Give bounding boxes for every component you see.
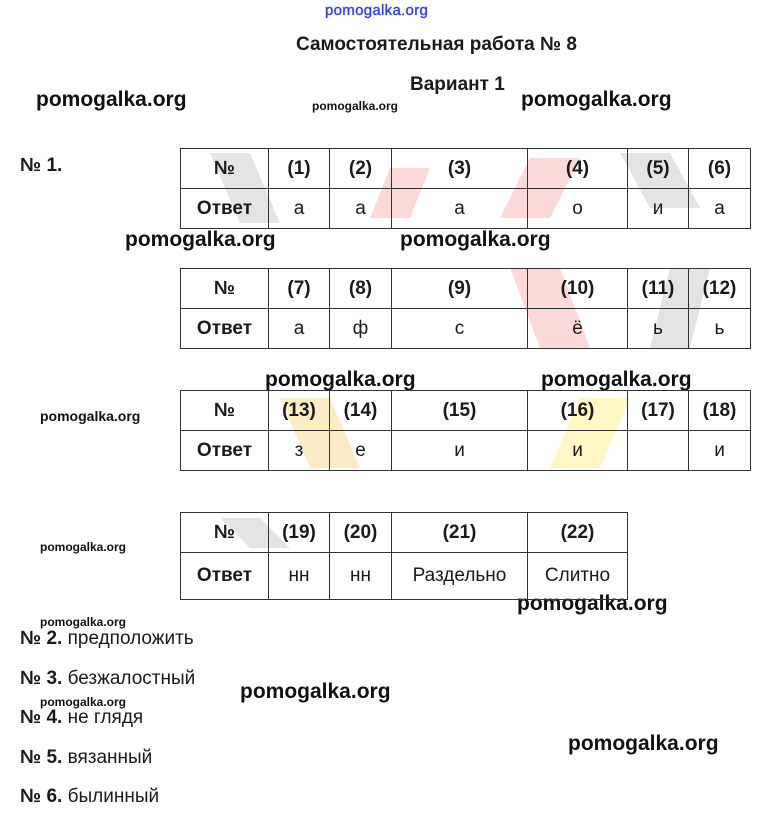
answer-text: вязанный — [67, 747, 153, 768]
task-number: (11) — [628, 269, 689, 309]
task-number: (10) — [528, 269, 628, 309]
answer-6 — [20, 786, 159, 808]
answer-table-2 — [180, 268, 751, 349]
watermark: pomogalka.org — [400, 228, 551, 251]
task-number: (13) — [269, 391, 330, 431]
answer-table-4 — [180, 512, 628, 600]
answer-label: Ответ — [181, 553, 269, 600]
answer-cell: ь — [689, 309, 751, 349]
task-number: (2) — [330, 149, 392, 189]
answer-cell: с — [392, 309, 528, 349]
answer-cell: а — [269, 309, 330, 349]
answer-cell: и — [528, 431, 628, 471]
table-row — [181, 391, 751, 431]
answer-cell: Слитно — [528, 553, 628, 600]
answer-cell: ь — [628, 309, 689, 349]
watermark: pomogalka.org — [40, 695, 127, 709]
answer-cell: а — [392, 189, 528, 229]
answer-text: не глядя — [67, 707, 144, 728]
answer-cell: а — [269, 189, 330, 229]
answer-label: № 4. — [20, 707, 63, 728]
watermark: pomogalka.org — [40, 408, 141, 424]
answer-cell: а — [330, 189, 392, 229]
task-number: (4) — [528, 149, 628, 189]
answer-label: № 5. — [20, 747, 63, 768]
answer-cell: е — [330, 431, 392, 471]
answer-cell: о — [528, 189, 628, 229]
answer-3 — [20, 668, 195, 690]
watermark: pomogalka.org — [125, 228, 276, 251]
answer-text: безжалостный — [67, 668, 196, 689]
watermark: pomogalka.org — [312, 99, 399, 113]
table-row — [181, 513, 628, 553]
answer-5 — [20, 747, 152, 769]
table-row — [181, 269, 751, 309]
answer-cell: з — [269, 431, 330, 471]
header-label: № — [181, 391, 269, 431]
task-number: (22) — [528, 513, 628, 553]
answer-cell: нн — [269, 553, 330, 600]
watermark: pomogalka.org — [521, 88, 672, 111]
answer-text: предположить — [67, 628, 194, 649]
watermark: pomogalka.org — [36, 88, 187, 111]
task-number: (1) — [269, 149, 330, 189]
task-number: (21) — [392, 513, 528, 553]
table-row — [181, 149, 751, 189]
answer-4 — [20, 707, 143, 729]
answer-label: № 6. — [20, 786, 63, 807]
task-number: (14) — [330, 391, 392, 431]
answer-cell: и — [689, 431, 751, 471]
table-row — [181, 431, 751, 471]
task-number: (16) — [528, 391, 628, 431]
answer-table-3 — [180, 390, 751, 471]
task-number: (12) — [689, 269, 751, 309]
answer-label: Ответ — [181, 189, 269, 229]
task-number: (9) — [392, 269, 528, 309]
variant-label: Вариант 1 — [410, 74, 505, 95]
answer-cell: ё — [528, 309, 628, 349]
answer-cell: и — [392, 431, 528, 471]
task-number: (20) — [330, 513, 392, 553]
answer-table-1 — [180, 148, 751, 229]
answer-cell: а — [689, 189, 751, 229]
answer-cell: ф — [330, 309, 392, 349]
table-row — [181, 189, 751, 229]
task-number: (17) — [628, 391, 689, 431]
header-label: № — [181, 269, 269, 309]
task-number: (6) — [689, 149, 751, 189]
watermark: pomogalka.org — [265, 368, 416, 391]
watermark: pomogalka.org — [568, 732, 719, 755]
page-title: Самостоятельная работа № 8 — [296, 34, 577, 55]
answer-text: былинный — [67, 786, 160, 807]
task-number: (19) — [269, 513, 330, 553]
task-number: (8) — [330, 269, 392, 309]
watermark: pomogalka.org — [40, 540, 127, 554]
answer-label: Ответ — [181, 309, 269, 349]
answer-label: Ответ — [181, 431, 269, 471]
header-label: № — [181, 149, 269, 189]
answer-2 — [20, 628, 194, 650]
task-number: (18) — [689, 391, 751, 431]
watermark: pomogalka.org — [40, 615, 127, 629]
answer-cell — [628, 431, 689, 471]
answer-cell: Раздельно — [392, 553, 528, 600]
task1-label: № 1. — [20, 155, 63, 176]
task-number: (7) — [269, 269, 330, 309]
watermark: pomogalka.org — [517, 592, 668, 615]
answer-cell: нн — [330, 553, 392, 600]
table-row — [181, 553, 628, 600]
answer-label: № 3. — [20, 668, 63, 689]
answer-cell: и — [628, 189, 689, 229]
answer-label: № 2. — [20, 628, 63, 649]
task-number: (15) — [392, 391, 528, 431]
header-label: № — [181, 513, 269, 553]
task-number: (3) — [392, 149, 528, 189]
table-row — [181, 309, 751, 349]
task-number: (5) — [628, 149, 689, 189]
watermark: pomogalka.org — [240, 680, 391, 703]
watermark: pomogalka.org — [541, 368, 692, 391]
watermark-top: pomogalka.org — [325, 2, 429, 19]
